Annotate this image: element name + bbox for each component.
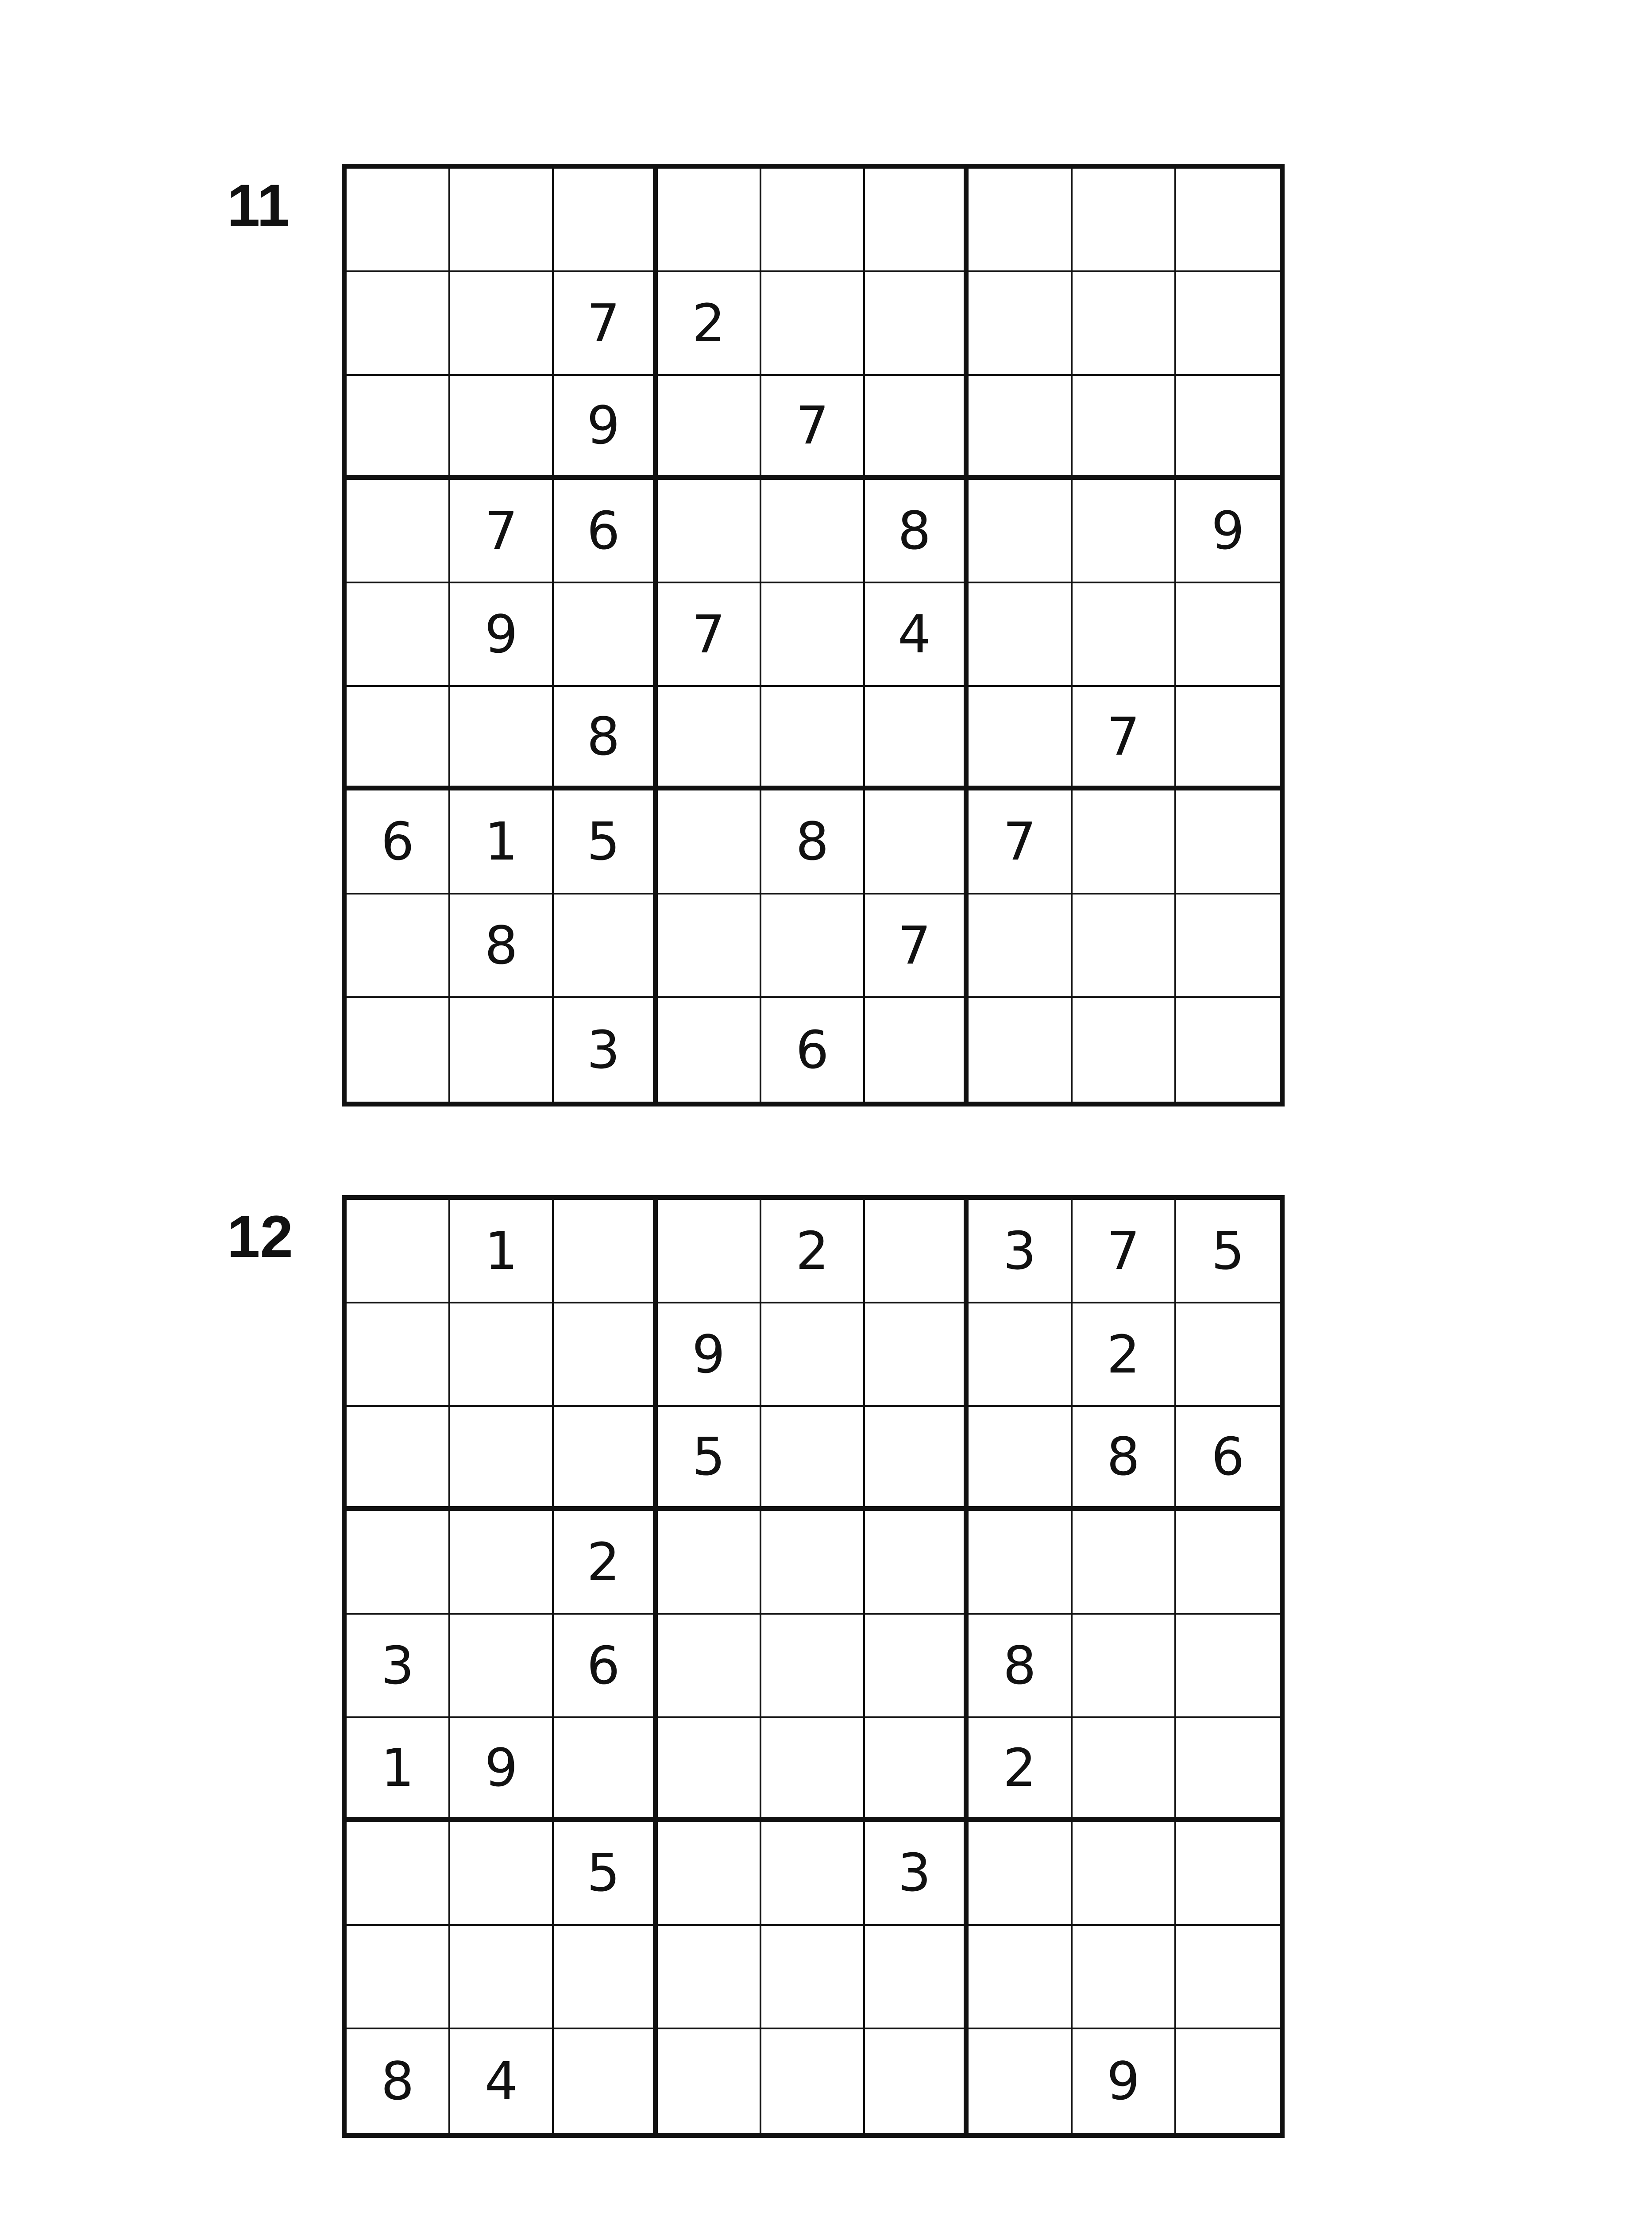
sudoku-cell-r5c7[interactable] <box>969 583 1072 687</box>
sudoku-cell-r8c1[interactable] <box>347 894 450 998</box>
sudoku-cell-r8c3[interactable] <box>554 1926 657 2029</box>
sudoku-cell-r6c2[interactable] <box>450 687 554 790</box>
sudoku-cell-r1c4[interactable] <box>658 1200 761 1303</box>
sudoku-cell-r2c2[interactable] <box>450 272 554 376</box>
sudoku-cell-r5c2[interactable]: 9 <box>450 583 554 687</box>
sudoku-cell-r8c2[interactable]: 8 <box>450 894 554 998</box>
sudoku-cell-r7c5[interactable] <box>761 1822 865 1925</box>
sudoku-cell-r1c8[interactable] <box>1073 169 1176 272</box>
puzzle-number: 12 <box>227 1204 293 1270</box>
sudoku-cell-r8c5[interactable] <box>761 894 865 998</box>
puzzle-number: 11 <box>227 173 290 239</box>
sudoku-cell-r2c5[interactable] <box>761 272 865 376</box>
sudoku-cell-r6c6[interactable] <box>865 687 969 790</box>
sudoku-cell-r4c4[interactable] <box>658 1511 761 1615</box>
sudoku-cell-r6c4[interactable] <box>658 1718 761 1822</box>
sudoku-cell-r7c8[interactable] <box>1073 790 1176 894</box>
sudoku-cell-r2c5[interactable] <box>761 1303 865 1407</box>
sudoku-cell-r3c8[interactable] <box>1073 376 1176 479</box>
sudoku-cell-r1c6[interactable] <box>865 169 969 272</box>
sudoku-puzzle-12 <box>0 1031 1652 2112</box>
sudoku-cell-r4c7[interactable] <box>969 1511 1072 1615</box>
sudoku-cell-r5c9[interactable] <box>1176 1615 1280 1718</box>
sudoku-cell-r5c6[interactable] <box>865 1615 969 1718</box>
sudoku-cell-r1c3[interactable] <box>554 169 657 272</box>
sudoku-cell-r4c2[interactable] <box>450 1511 554 1615</box>
sudoku-cell-r7c5[interactable]: 8 <box>761 790 865 894</box>
sudoku-cell-r2c3[interactable] <box>554 1303 657 1407</box>
sudoku-cell-r3c9[interactable] <box>1176 376 1280 479</box>
sudoku-cell-r8c2[interactable] <box>450 1926 554 2029</box>
sudoku-cell-r9c5[interactable]: 6 <box>761 998 865 1102</box>
sudoku-cell-r5c3[interactable] <box>554 583 657 687</box>
sudoku-cell-r9c9[interactable] <box>1176 2029 1280 2133</box>
sudoku-cell-r7c9[interactable] <box>1176 1822 1280 1925</box>
sudoku-cell-r5c6[interactable]: 4 <box>865 583 969 687</box>
sudoku-cell-r3c7[interactable] <box>969 376 1072 479</box>
sudoku-cell-r7c1[interactable] <box>347 1822 450 1925</box>
sudoku-cell-r8c8[interactable] <box>1073 1926 1176 2029</box>
sudoku-cell-r6c2[interactable]: 9 <box>450 1718 554 1822</box>
sudoku-cell-r5c1[interactable] <box>347 583 450 687</box>
sudoku-cell-r4c3[interactable]: 6 <box>554 480 657 583</box>
sudoku-cell-r8c9[interactable] <box>1176 894 1280 998</box>
sudoku-cell-r1c7[interactable] <box>969 169 1072 272</box>
sudoku-cell-r4c6[interactable]: 8 <box>865 480 969 583</box>
sudoku-cell-r4c8[interactable] <box>1073 1511 1176 1615</box>
sudoku-cell-r4c3[interactable]: 2 <box>554 1511 657 1615</box>
sudoku-cell-r1c5[interactable]: 2 <box>761 1200 865 1303</box>
sudoku-cell-r2c6[interactable] <box>865 272 969 376</box>
sudoku-cell-r4c9[interactable] <box>1176 1511 1280 1615</box>
sudoku-cell-r6c1[interactable] <box>347 687 450 790</box>
sudoku-cell-r1c8[interactable]: 7 <box>1073 1200 1176 1303</box>
sudoku-cell-r4c5[interactable] <box>761 1511 865 1615</box>
sudoku-cell-r8c8[interactable] <box>1073 894 1176 998</box>
sudoku-cell-r4c8[interactable] <box>1073 480 1176 583</box>
sudoku-cell-r6c8[interactable]: 7 <box>1073 687 1176 790</box>
sudoku-cell-r7c6[interactable]: 3 <box>865 1822 969 1925</box>
sudoku-cell-r2c9[interactable] <box>1176 272 1280 376</box>
sudoku-cell-r5c8[interactable] <box>1073 1615 1176 1718</box>
sudoku-cell-r5c8[interactable] <box>1073 583 1176 687</box>
sudoku-cell-r9c2[interactable]: 4 <box>450 2029 554 2133</box>
sudoku-cell-r6c9[interactable] <box>1176 1718 1280 1822</box>
sudoku-cell-r2c9[interactable] <box>1176 1303 1280 1407</box>
sudoku-cell-r3c9[interactable]: 6 <box>1176 1407 1280 1511</box>
sudoku-cell-r8c4[interactable] <box>658 894 761 998</box>
sudoku-cell-r2c7[interactable] <box>969 272 1072 376</box>
sudoku-cell-r6c6[interactable] <box>865 1718 969 1822</box>
sudoku-cell-r1c2[interactable] <box>450 169 554 272</box>
sudoku-cell-r1c1[interactable] <box>347 1200 450 1303</box>
sudoku-cell-r4c7[interactable] <box>969 480 1072 583</box>
sudoku-puzzle-11 <box>0 0 1652 1080</box>
sudoku-cell-r7c4[interactable] <box>658 1822 761 1925</box>
sudoku-cell-r4c4[interactable] <box>658 480 761 583</box>
sudoku-cell-r2c1[interactable] <box>347 272 450 376</box>
sudoku-cell-r5c9[interactable] <box>1176 583 1280 687</box>
sudoku-cell-r1c3[interactable] <box>554 1200 657 1303</box>
sudoku-cell-r7c2[interactable]: 1 <box>450 790 554 894</box>
sudoku-cell-r1c9[interactable]: 5 <box>1176 1200 1280 1303</box>
sudoku-cell-r4c9[interactable]: 9 <box>1176 480 1280 583</box>
sudoku-cell-r8c6[interactable]: 7 <box>865 894 969 998</box>
sudoku-cell-r3c2[interactable] <box>450 1407 554 1511</box>
sudoku-cell-r6c1[interactable]: 1 <box>347 1718 450 1822</box>
sudoku-grid <box>342 1195 1285 2138</box>
sudoku-cell-r8c7[interactable] <box>969 894 1072 998</box>
sudoku-cell-r2c8[interactable] <box>1073 272 1176 376</box>
sudoku-cell-r5c7[interactable]: 8 <box>969 1615 1072 1718</box>
sudoku-cell-r2c4[interactable]: 9 <box>658 1303 761 1407</box>
sudoku-cell-r7c3[interactable]: 5 <box>554 1822 657 1925</box>
sudoku-cell-r8c6[interactable] <box>865 1926 969 2029</box>
sudoku-cell-r9c8[interactable]: 9 <box>1073 2029 1176 2133</box>
sudoku-cell-r8c3[interactable] <box>554 894 657 998</box>
sudoku-cell-r7c7[interactable]: 7 <box>969 790 1072 894</box>
sudoku-cell-r2c8[interactable]: 2 <box>1073 1303 1176 1407</box>
sudoku-cell-r7c9[interactable] <box>1176 790 1280 894</box>
sudoku-cell-r3c4[interactable] <box>658 376 761 479</box>
sudoku-cell-r7c2[interactable] <box>450 1822 554 1925</box>
sudoku-cell-r7c7[interactable] <box>969 1822 1072 1925</box>
sudoku-cell-r3c7[interactable] <box>969 1407 1072 1511</box>
sudoku-cell-r8c4[interactable] <box>658 1926 761 2029</box>
sudoku-cell-r5c1[interactable]: 3 <box>347 1615 450 1718</box>
sudoku-cell-r9c7[interactable] <box>969 2029 1072 2133</box>
sudoku-cell-r8c7[interactable] <box>969 1926 1072 2029</box>
sudoku-cell-r2c4[interactable]: 2 <box>658 272 761 376</box>
sudoku-cell-r2c2[interactable] <box>450 1303 554 1407</box>
sudoku-cell-r1c9[interactable] <box>1176 169 1280 272</box>
sudoku-cell-r9c4[interactable] <box>658 2029 761 2133</box>
sudoku-grid <box>342 164 1285 1106</box>
sudoku-cell-r7c8[interactable] <box>1073 1822 1176 1925</box>
sudoku-cell-r7c6[interactable] <box>865 790 969 894</box>
sudoku-cell-r3c6[interactable] <box>865 1407 969 1511</box>
sudoku-cell-r2c6[interactable] <box>865 1303 969 1407</box>
sudoku-cell-r4c6[interactable] <box>865 1511 969 1615</box>
sudoku-cell-r4c2[interactable]: 7 <box>450 480 554 583</box>
sudoku-cell-r8c9[interactable] <box>1176 1926 1280 2029</box>
sudoku-cell-r6c3[interactable]: 8 <box>554 687 657 790</box>
sudoku-cell-r5c5[interactable] <box>761 1615 865 1718</box>
sudoku-cell-r6c9[interactable] <box>1176 687 1280 790</box>
sudoku-cell-r3c3[interactable]: 9 <box>554 376 657 479</box>
sudoku-cell-r3c1[interactable] <box>347 376 450 479</box>
sudoku-cell-r5c2[interactable] <box>450 1615 554 1718</box>
sudoku-cell-r3c5[interactable]: 7 <box>761 376 865 479</box>
sudoku-cell-r9c3[interactable] <box>554 2029 657 2133</box>
sudoku-cell-r3c8[interactable]: 8 <box>1073 1407 1176 1511</box>
sudoku-cell-r2c3[interactable]: 7 <box>554 272 657 376</box>
sudoku-cell-r5c4[interactable]: 7 <box>658 583 761 687</box>
sudoku-cell-r1c7[interactable]: 3 <box>969 1200 1072 1303</box>
sudoku-cell-r7c4[interactable] <box>658 790 761 894</box>
sudoku-cell-r3c4[interactable]: 5 <box>658 1407 761 1511</box>
sudoku-cell-r2c7[interactable] <box>969 1303 1072 1407</box>
sudoku-cell-r6c5[interactable] <box>761 1718 865 1822</box>
sudoku-cell-r1c5[interactable] <box>761 169 865 272</box>
sudoku-cell-r3c3[interactable] <box>554 1407 657 1511</box>
sudoku-cell-r1c1[interactable] <box>347 169 450 272</box>
sudoku-cell-r7c1[interactable]: 6 <box>347 790 450 894</box>
sudoku-cell-r3c5[interactable] <box>761 1407 865 1511</box>
sudoku-cell-r6c5[interactable] <box>761 687 865 790</box>
sudoku-cell-r6c3[interactable] <box>554 1718 657 1822</box>
sudoku-cell-r3c6[interactable] <box>865 376 969 479</box>
sudoku-cell-r1c6[interactable] <box>865 1200 969 1303</box>
sudoku-cell-r4c5[interactable] <box>761 480 865 583</box>
sudoku-cell-r6c4[interactable] <box>658 687 761 790</box>
sudoku-cell-r5c3[interactable]: 6 <box>554 1615 657 1718</box>
sudoku-cell-r5c5[interactable] <box>761 583 865 687</box>
sudoku-cell-r9c5[interactable] <box>761 2029 865 2133</box>
sudoku-cell-r7c3[interactable]: 5 <box>554 790 657 894</box>
sudoku-cell-r9c3[interactable]: 3 <box>554 998 657 1102</box>
sudoku-cell-r8c1[interactable] <box>347 1926 450 2029</box>
sudoku-cell-r4c1[interactable] <box>347 1511 450 1615</box>
sudoku-cell-r2c1[interactable] <box>347 1303 450 1407</box>
sudoku-cell-r3c2[interactable] <box>450 376 554 479</box>
sudoku-cell-r6c8[interactable] <box>1073 1718 1176 1822</box>
sudoku-cell-r4c1[interactable] <box>347 480 450 583</box>
sudoku-cell-r3c1[interactable] <box>347 1407 450 1511</box>
sudoku-cell-r6c7[interactable]: 2 <box>969 1718 1072 1822</box>
sudoku-cell-r8c5[interactable] <box>761 1926 865 2029</box>
sudoku-cell-r9c1[interactable]: 8 <box>347 2029 450 2133</box>
sudoku-cell-r1c2[interactable]: 1 <box>450 1200 554 1303</box>
sudoku-cell-r6c7[interactable] <box>969 687 1072 790</box>
sudoku-cell-r5c4[interactable] <box>658 1615 761 1718</box>
sudoku-cell-r1c4[interactable] <box>658 169 761 272</box>
sudoku-cell-r9c6[interactable] <box>865 2029 969 2133</box>
